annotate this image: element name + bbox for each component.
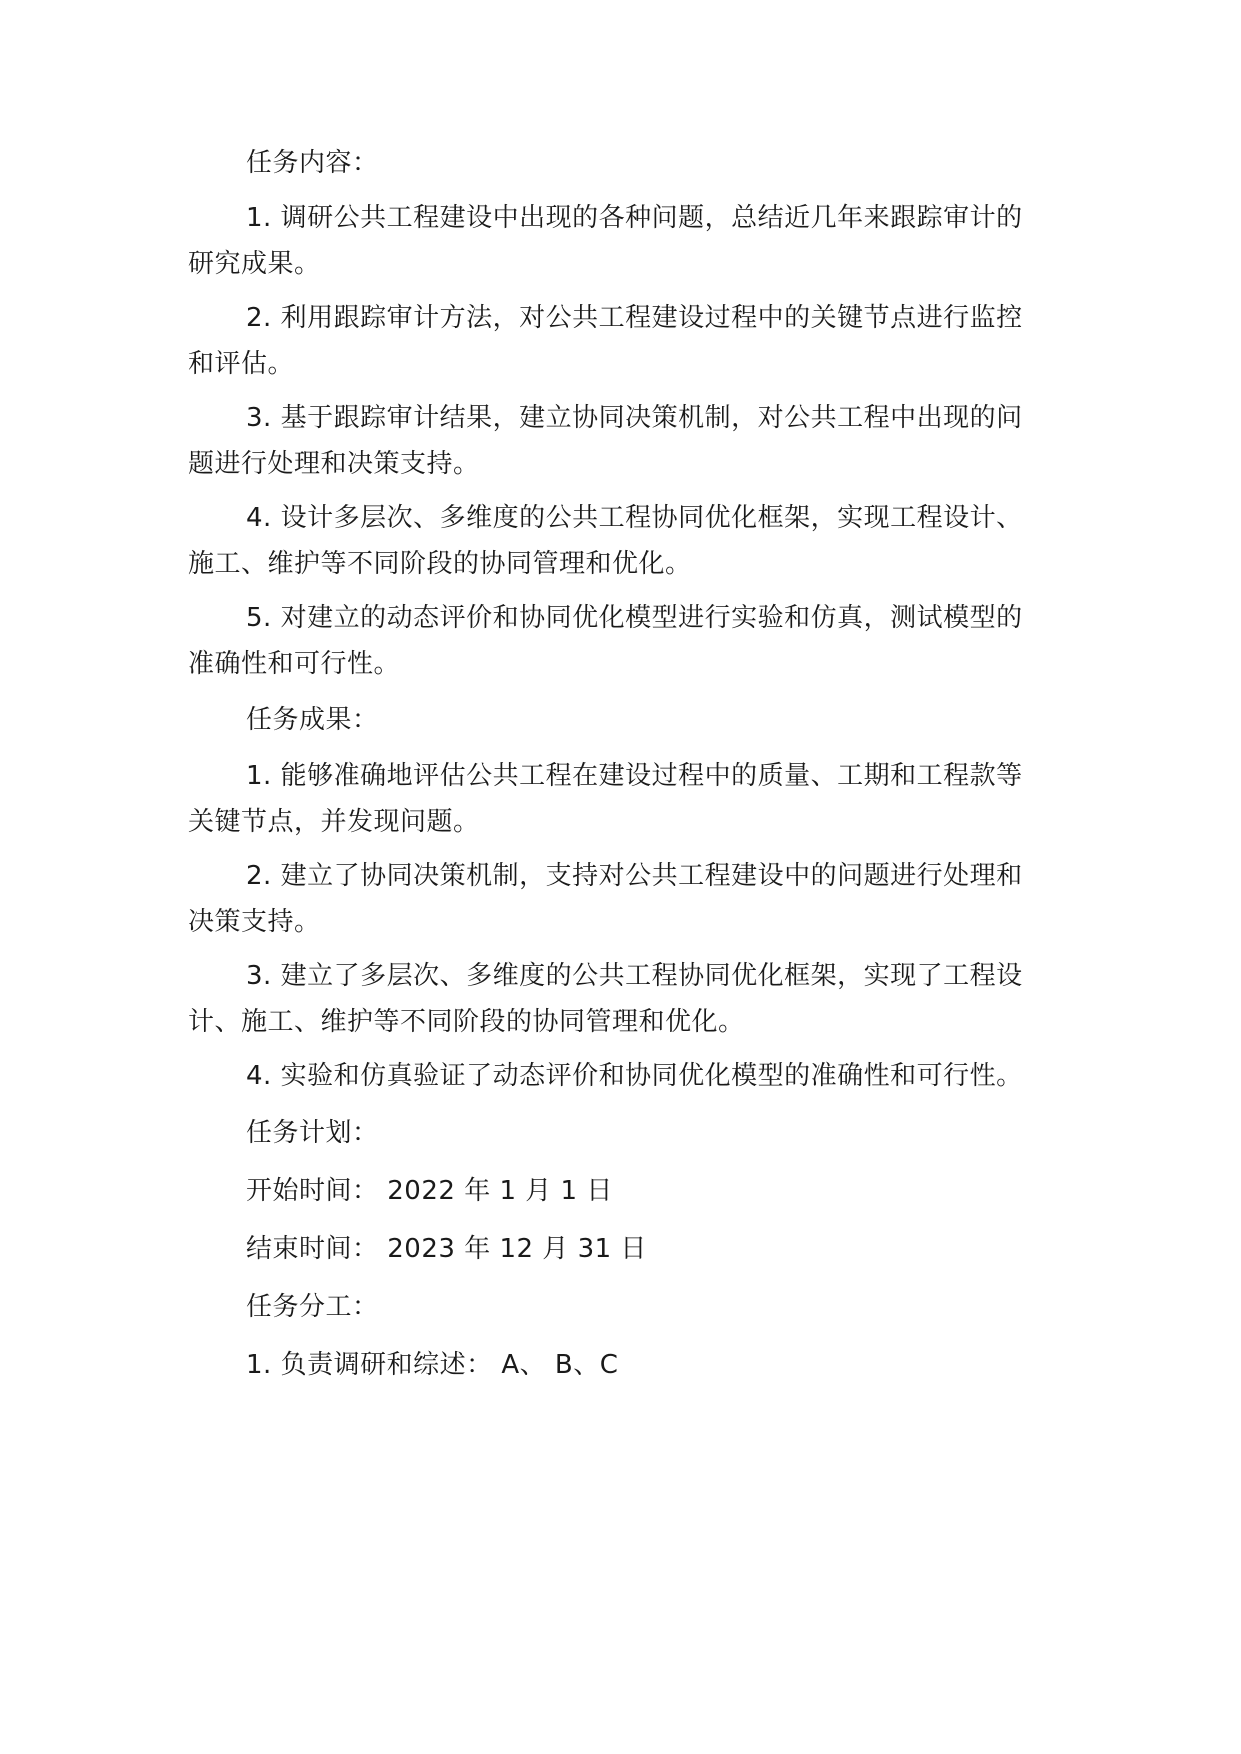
task-result-item-3: 3. 建立了多层次、多维度的公共工程协同优化框架，实现了工程设计、施工、维护等不同阶段的协同管理和优化。 — [188, 961, 1023, 1037]
heading-task-plan: 任务计划： — [246, 1118, 379, 1148]
end-time: 结束时间： 2023 年 12 月 31 日 — [246, 1234, 647, 1264]
heading-task-content: 任务内容： — [246, 148, 379, 178]
task-content-item-2: 2. 利用跟踪审计方法，对公共工程建设过程中的关键节点进行监控和评估。 — [188, 303, 1023, 379]
task-division-item-1: 1. 负责调研和综述： A、 B、C — [246, 1350, 619, 1380]
task-content-item-5: 5. 对建立的动态评价和协同优化模型进行实验和仿真，测试模型的准确性和可行性。 — [188, 603, 1023, 679]
task-result-item-1: 1. 能够准确地评估公共工程在建设过程中的质量、工期和工程款等关键节点，并发现问题。 — [188, 761, 1023, 837]
heading-task-results: 任务成果： — [246, 705, 379, 735]
task-content-item-1: 1. 调研公共工程建设中出现的各种问题，总结近几年来跟踪审计的研究成果。 — [188, 203, 1023, 279]
start-time: 开始时间： 2022 年 1 月 1 日 — [246, 1176, 613, 1206]
task-content-item-3: 3. 基于跟踪审计结果，建立协同决策机制，对公共工程中出现的问题进行处理和决策支持。 — [188, 403, 1023, 479]
task-result-item-2: 2. 建立了协同决策机制，支持对公共工程建设中的问题进行处理和决策支持。 — [188, 861, 1023, 937]
task-result-item-4: 4. 实验和仿真验证了动态评价和协同优化模型的准确性和可行性。 — [246, 1061, 1023, 1091]
task-content-item-4: 4. 设计多层次、多维度的公共工程协同优化框架，实现工程设计、施工、维护等不同阶段的协同管理和优化。 — [188, 503, 1023, 579]
heading-task-division: 任务分工： — [246, 1292, 379, 1322]
